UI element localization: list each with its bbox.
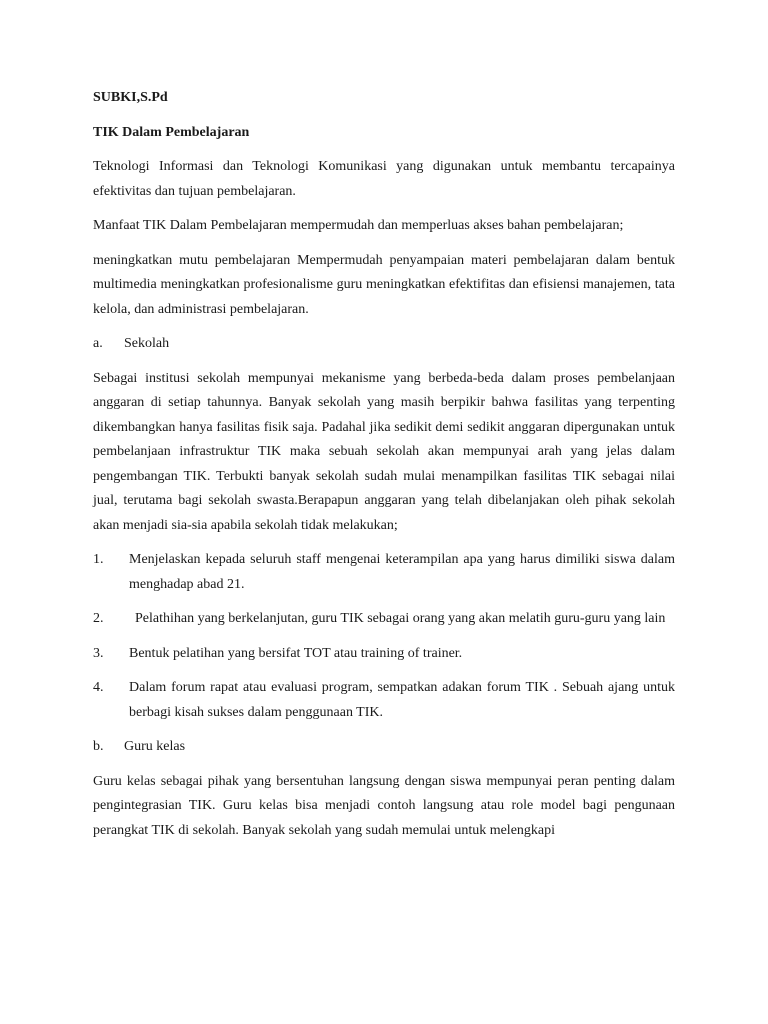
list-item-marker: 4.	[93, 680, 104, 695]
section-a-marker: a.	[93, 336, 103, 351]
document-page	[93, 86, 675, 853]
list-item-marker: 3.	[93, 645, 104, 661]
section-a-body: Sebagai institusi sekolah mempunyai mekanisme yang berbeda-beda dalam proses pembelanjaan anggaran di setiap tahunnya. Banyak sekolah yang masih berpikir bahwa fasilitas yang terpenting dikembangkan hanya fasilitas fisik saja. Padahal jika sedikit demi sedikit anggaran dipergunakan untuk pembelanjaan infrastruktur TIK maka sebuah sekolah akan mempunyai arah yang jelas dalam pengembangan TIK. Terbukti banyak sekolah sudah mulai menampilkan fasilitas TIK sebagai nilai jual, terutama bagi sekolah swasta.Berapapun anggaran yang telah dibelanjakan oleh pihak sekolah akan menjadi sia-sia apabila sekolah tidak melakukan;	[93, 370, 675, 533]
list-item	[93, 676, 675, 725]
definition-paragraph: Teknologi Informasi dan Teknologi Komunikasi yang digunakan untuk membantu tercapainya efektivitas dan tujuan pembelajaran.	[93, 159, 675, 199]
document-title: TIK Dalam Pembelajaran	[93, 124, 250, 140]
section-a-heading	[93, 332, 675, 357]
section-b-heading	[93, 735, 675, 760]
section-b-marker: b.	[93, 739, 104, 754]
section-b-title: Guru kelas	[124, 739, 186, 754]
list-item-text: Pelathihan yang berkelanjutan, guru TIK sebagai orang yang akan melatih guru-guru yang lain	[135, 611, 666, 626]
benefits-continued-paragraph: meningkatkan mutu pembelajaran Mempermudah penyampaian materi pembelajaran dalam bentuk multimedia meningkatkan profesionalisme guru meningkatkan efektifitas dan efisiensi manajemen, tata kelola, dan administrasi pembelajaran.	[93, 252, 675, 317]
list-item-text: Dalam forum rapat atau evaluasi program, sempatkan adakan forum TIK . Sebuah ajang untuk berbagi kisah sukses dalam penggunaan TIK.	[129, 680, 675, 720]
list-item-text: Menjelaskan kepada seluruh staff mengenai keterampilan apa yang harus dimiliki siswa dalam menghadap abad 21.	[129, 552, 675, 592]
list-item	[93, 642, 675, 667]
benefits-paragraph: Manfaat TIK Dalam Pembelajaran mempermudah dan memperluas akses bahan pembelajaran;	[93, 218, 624, 233]
list-item-text: Bentuk pelatihan yang bersifat TOT atau training of trainer.	[129, 645, 463, 661]
list-item-marker: 2.	[93, 611, 104, 626]
list-item-marker: 1.	[93, 552, 104, 567]
author-name: SUBKI,S.Pd	[93, 90, 168, 105]
list-item	[93, 607, 675, 632]
section-b-body: Guru kelas sebagai pihak yang bersentuhan langsung dengan siswa mempunyai peran penting dalam pengintegrasian TIK. Guru kelas bisa menjadi contoh langsung atau role model bagi pengunaan perangkat TIK di sekolah. Banyak sekolah yang sudah memulai untuk melengkapi	[93, 773, 675, 838]
list-item	[93, 548, 675, 597]
section-a-title: Sekolah	[124, 336, 170, 351]
